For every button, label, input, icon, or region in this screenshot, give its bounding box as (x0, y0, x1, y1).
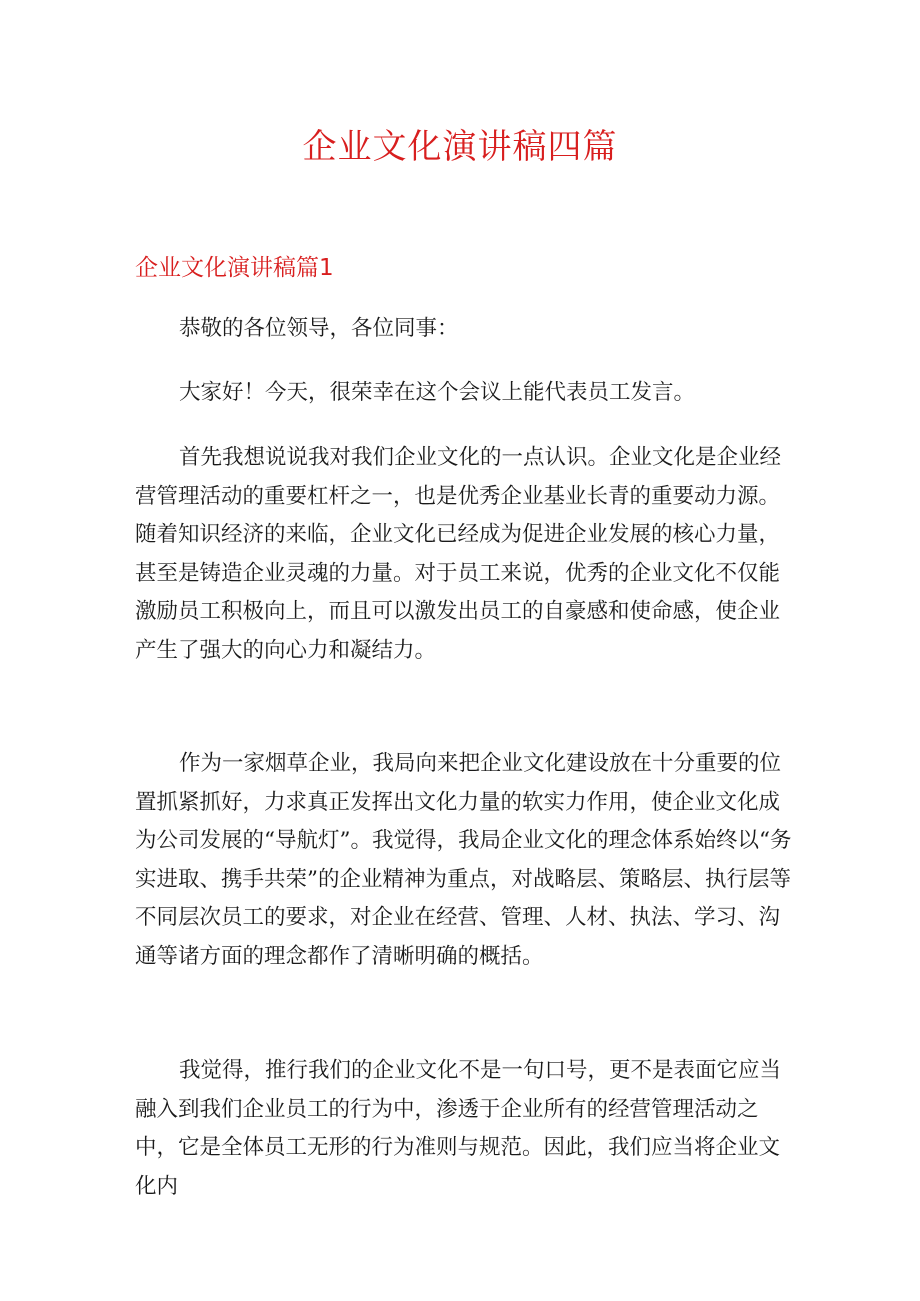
paragraph-body-3: 我觉得，推行我们的企业文化不是一句口号，更不是表面它应当融入到我们企业员工的行为中，渗透于企业所有的经营管理活动之中，它是全体员工无形的行为准则与规范。因此，我们应当将企业文化内 (135, 1058, 782, 1199)
paragraph-salutation: 恭敬的各位领导，各位同事： (179, 316, 459, 341)
paragraph-greeting: 大家好！今天，很荣幸在这个会议上能代表员工发言。 (179, 380, 696, 405)
section-heading: 企业文化演讲稿篇1 (135, 255, 334, 281)
document-title: 企业文化演讲稿四篇 (302, 127, 618, 167)
paragraph-body-2: 作为一家烟草企业，我局向来把企业文化建设放在十分重要的位置抓紧抓好，力求真正发挥出文化力量的软实力作用，使企业文化成为公司发展的“导航灯”。我觉得，我局企业文化的理念体系始终以“务实进取、携手共荣”的企业精神为重点，对战略层、策略层、执行层等不同层次员工的要求，对企业在经营、管理、人材、执法、学习、沟通等诸方面的理念都作了清晰明确的概括。 (135, 751, 792, 969)
paragraph-body-1: 首先我想说说我对我们企业文化的一点认识。企业文化是企业经营管理活动的重要杠杆之一，也是优秀企业基业长青的重要动力源。随着知识经济的来临，企业文化已经成为促进企业发展的核心力量，甚至是铸造企业灵魂的力量。对于员工来说，优秀的企业文化不仅能激励员工积极向上，而且可以激发出员工的自豪感和使命感，使企业产生了强大的向心力和凝结力。 (135, 445, 782, 663)
